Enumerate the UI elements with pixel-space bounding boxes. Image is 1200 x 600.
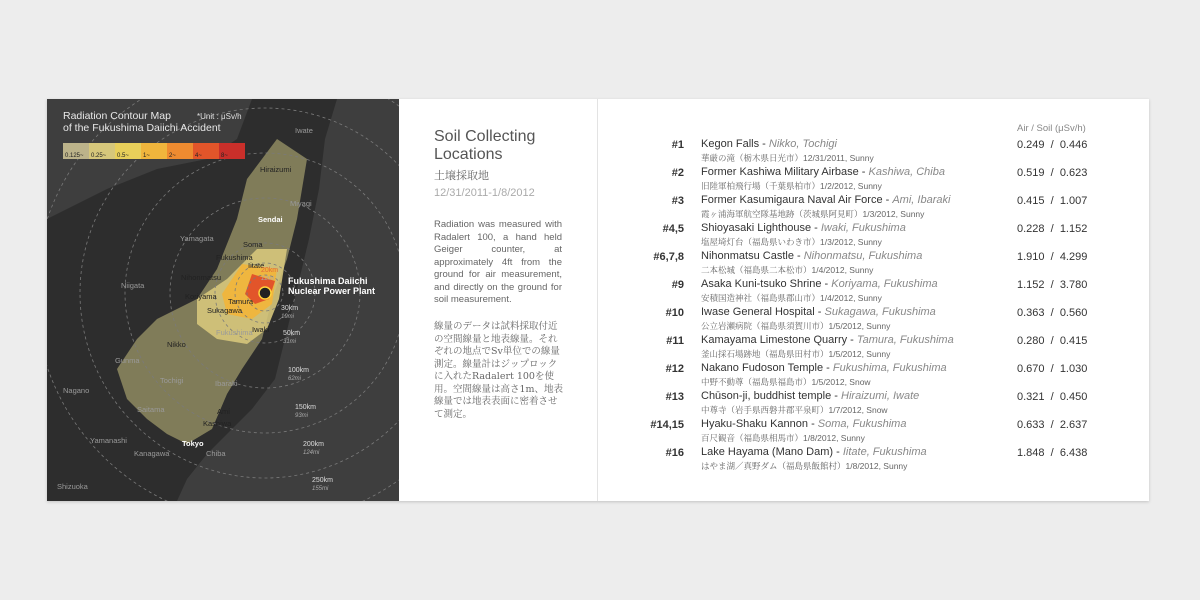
city-label: Soma (243, 240, 263, 249)
location-number: #2 (671, 167, 684, 179)
soil-value: 0.560 (1059, 307, 1088, 319)
location-row (598, 165, 1149, 193)
location-values: 0.228 / 1.152 (1017, 223, 1088, 235)
location-row (598, 305, 1149, 333)
location-values: 0.249 / 0.446 (1017, 139, 1088, 151)
location-subtitle: 塩屋埼灯台（福島県いわき市）1/3/2012, Sunny (701, 237, 882, 247)
location-number: #9 (671, 279, 684, 291)
location-number: #16 (665, 447, 684, 459)
city-label: Fukushima (216, 253, 253, 262)
legend-swatch: 1~ (141, 143, 167, 159)
soil-value: 1.007 (1059, 195, 1088, 207)
intro-panel (399, 99, 598, 501)
air-value: 0.228 (1017, 223, 1045, 235)
city-label: Nihonmatsu (181, 273, 222, 282)
city-label: Hiraizumi (260, 165, 292, 174)
ring-label: 20km 12mi (261, 267, 279, 282)
location-place: Kashiwa, Chiba (868, 166, 945, 178)
location-number: #3 (671, 195, 684, 207)
prefecture-label: Gunma (115, 356, 140, 365)
prefecture-label: Saitama (137, 405, 165, 414)
soil-value: 2.637 (1059, 419, 1088, 431)
location-place: Fukushima, Fukushima (832, 362, 947, 374)
location-place: Ami, Ibaraki (892, 194, 951, 206)
location-place: Nihonmatsu, Fukushima (803, 250, 923, 262)
location-name: Asaka Kuni-tsuko Shrine - Koriyama, Fukushima (701, 278, 938, 290)
radiation-map (47, 99, 399, 501)
location-row (598, 417, 1149, 445)
legend-swatch: 0.25~ (89, 143, 115, 159)
ring-label: 200km 124mi (303, 441, 325, 456)
location-subtitle: 百尺観音（福島県相馬市）1/8/2012, Sunny (701, 433, 865, 443)
location-values: 0.519 / 0.623 (1017, 167, 1088, 179)
prefecture-label: Chiba (206, 449, 226, 458)
location-values: 0.363 / 0.560 (1017, 307, 1088, 319)
location-row (598, 221, 1149, 249)
location-values: 1.910 / 4.299 (1017, 251, 1088, 263)
location-subtitle: 中尊寺（岩手県西磐井郡平泉町）1/7/2012, Snow (701, 405, 888, 415)
city-label: Iitate (248, 261, 265, 270)
prefecture-label: Iwate (295, 126, 313, 135)
city-label: Sendai (258, 215, 283, 224)
location-values: 0.670 / 1.030 (1017, 363, 1088, 375)
location-name: Shioyasaki Lighthouse - Iwaki, Fukushima (701, 222, 906, 234)
location-place: Koriyama, Fukushima (831, 278, 938, 290)
plant-label-line2: Nuclear Power Plant (288, 286, 376, 296)
city-label: Tamura (228, 297, 254, 306)
location-subtitle: 公立岩瀬病院（福島県須賀川市）1/5/2012, Sunny (701, 321, 891, 331)
soil-value: 1.152 (1059, 223, 1088, 235)
air-value: 0.415 (1017, 195, 1045, 207)
location-place: Tamura, Fukushima (856, 334, 954, 346)
city-label: Ami (217, 407, 230, 416)
location-name: Former Kasumigaura Naval Air Force - Ami, Ibaraki (701, 194, 951, 206)
location-subtitle: はやま湖／真野ダム（福島県飯館村）1/8/2012, Sunny (701, 461, 908, 471)
ring-label: 150km 93mi (295, 404, 317, 419)
location-name: Former Kashiwa Military Airbase - Kashiwa, Chiba (701, 166, 945, 178)
location-values: 1.848 / 6.438 (1017, 447, 1088, 459)
air-value: 1.152 (1017, 279, 1045, 291)
location-values: 1.152 / 3.780 (1017, 279, 1088, 291)
date-range: 12/31/2011-1/8/2012 (434, 187, 535, 199)
legend-swatch: 0.125~ (63, 143, 89, 159)
method-paragraph-jp: 線量のデータは試料採取付近の空間線量と地表線量。それぞれの地点でSv単位での線量測定。線量計はジップロックに入れたRadalert 100を使用。空間線量は高さ1m、地表線量では地表表面に密着させて測定。 (434, 321, 564, 420)
legend-swatch: 4~ (193, 143, 219, 159)
location-place: Hiraizumi, Iwate (841, 390, 920, 402)
plant-label-line1: Fukushima Daiichi (288, 276, 368, 286)
location-place: Iitate, Fukushima (842, 446, 927, 458)
air-value: 0.280 (1017, 335, 1045, 347)
ring-label: 50km 31mi (283, 330, 301, 345)
location-number: #1 (671, 139, 684, 151)
air-value: 0.519 (1017, 167, 1045, 179)
soil-value: 0.446 (1059, 139, 1088, 151)
air-value: 0.249 (1017, 139, 1045, 151)
location-row (598, 333, 1149, 361)
city-label: Koriyama (185, 292, 217, 301)
location-number: #10 (665, 307, 684, 319)
air-value: 0.670 (1017, 363, 1045, 375)
location-row (598, 445, 1149, 473)
location-name: Kegon Falls - Nikko, Tochigi (701, 138, 837, 150)
ring-label: 250km 155mi (312, 477, 334, 492)
city-label: Iwaki (252, 325, 270, 334)
plant-label (288, 276, 375, 296)
location-place: Nikko, Tochigi (768, 138, 837, 150)
prefecture-label: Niigata (121, 281, 145, 290)
location-place: Sukagawa, Fukushima (824, 306, 936, 318)
location-name: Kamayama Limestone Quarry - Tamura, Fukushima (701, 334, 954, 346)
legend-swatch: 0.5~ (115, 143, 141, 159)
soil-value: 3.780 (1059, 279, 1088, 291)
location-name: Lake Hayama (Mano Dam) - Iitate, Fukushima (701, 446, 927, 458)
location-values: 0.321 / 0.450 (1017, 391, 1088, 403)
prefecture-label: Yamagata (180, 234, 214, 243)
location-values: 0.280 / 0.415 (1017, 335, 1088, 347)
section-title-jp: 土壌採取地 (434, 170, 489, 182)
soil-value: 0.415 (1059, 335, 1088, 347)
map-title-line2: of the Fukushima Daiichi Accident (63, 122, 221, 134)
soil-value: 6.438 (1059, 447, 1088, 459)
air-value: 0.321 (1017, 391, 1045, 403)
location-row (598, 193, 1149, 221)
city-label: Nikko (167, 340, 186, 349)
section-title: Soil Collecting Locations (434, 128, 536, 163)
location-row (598, 249, 1149, 277)
location-subtitle: 中野不動尊（福島県福島市）1/5/2012, Snow (701, 377, 871, 387)
soil-value: 0.450 (1059, 391, 1088, 403)
city-label: Kashiwa (203, 419, 232, 428)
location-subtitle: 旧陸軍柏飛行場（千葉県柏市）1/2/2012, Sunny (701, 181, 882, 191)
prefecture-label: Ibaraki (215, 379, 238, 388)
location-subtitle: 霞ヶ浦海軍航空隊基地跡（茨城県阿見町）1/3/2012, Sunny (701, 209, 925, 219)
location-subtitle: 釜山採石場跡地（福島県田村市）1/5/2012, Sunny (701, 349, 891, 359)
ring-label: 30km 19mi (281, 305, 299, 320)
location-name: Iwase General Hospital - Sukagawa, Fukushima (701, 306, 936, 318)
prefecture-label: Tochigi (160, 376, 184, 385)
location-place: Iwaki, Fukushima (820, 222, 906, 234)
location-row (598, 361, 1149, 389)
prefecture-label: Fukushima (216, 328, 253, 337)
soil-value: 1.030 (1059, 363, 1088, 375)
air-value: 1.910 (1017, 251, 1045, 263)
location-name: Nihonmatsu Castle - Nihonmatsu, Fukushima (701, 250, 923, 262)
prefecture-label: Yamanashi (90, 436, 127, 445)
location-subtitle: 二本松城（福島県二本松市）1/4/2012, Sunny (701, 265, 874, 275)
map-unit: *Unit : μSv/h (197, 112, 242, 121)
prefecture-label: Nagano (63, 386, 90, 395)
prefecture-label: Miyagi (290, 199, 312, 208)
location-number: #4,5 (662, 223, 684, 235)
prefecture-label: Shizuoka (57, 482, 88, 491)
map-title-line1: Radiation Contour Map (63, 110, 171, 122)
soil-value: 4.299 (1059, 251, 1088, 263)
location-number: #14,15 (650, 419, 684, 431)
values-header: Air / Soil (μSv/h) (1017, 123, 1086, 134)
location-number: #12 (665, 363, 684, 375)
map-legend (63, 143, 245, 159)
location-values: 0.633 / 2.637 (1017, 419, 1088, 431)
legend-swatch: 8~ (219, 143, 245, 159)
air-value: 1.848 (1017, 447, 1045, 459)
location-name: Hyaku-Shaku Kannon - Soma, Fukushima (701, 418, 907, 430)
location-subtitle: 華厳の滝（栃木県日光市）12/31/2011, Sunny (701, 153, 874, 163)
location-row (598, 277, 1149, 305)
booklet-spread (47, 99, 1149, 501)
location-name: Nakano Fudoson Temple - Fukushima, Fukushima (701, 362, 947, 374)
location-number: #13 (665, 391, 684, 403)
plant-marker (259, 287, 271, 299)
location-place: Soma, Fukushima (817, 418, 907, 430)
air-value: 0.363 (1017, 307, 1045, 319)
location-subtitle: 安積国造神社（福島県郡山市）1/4/2012, Sunny (701, 293, 882, 303)
location-row (598, 389, 1149, 417)
air-value: 0.633 (1017, 419, 1045, 431)
location-name: Chūson-ji, buddhist temple - Hiraizumi, Iwate (701, 390, 920, 402)
location-row (598, 137, 1149, 165)
location-list (598, 99, 1149, 501)
location-number: #6,7,8 (653, 251, 684, 263)
soil-value: 0.623 (1059, 167, 1088, 179)
prefecture-label: Kanagawa (134, 449, 170, 458)
city-label: Tokyo (182, 439, 204, 448)
legend-swatch: 2~ (167, 143, 193, 159)
location-values: 0.415 / 1.007 (1017, 195, 1088, 207)
method-paragraph: Radiation was measured with Radalert 100, a hand held Geiger counter, at approximately 4ft from the ground for air measurement, and directly on the ground for soil measurement. (434, 219, 562, 305)
city-label: Sukagawa (207, 306, 243, 315)
ring-label: 100km 62mi (288, 367, 310, 382)
location-number: #11 (666, 335, 684, 347)
